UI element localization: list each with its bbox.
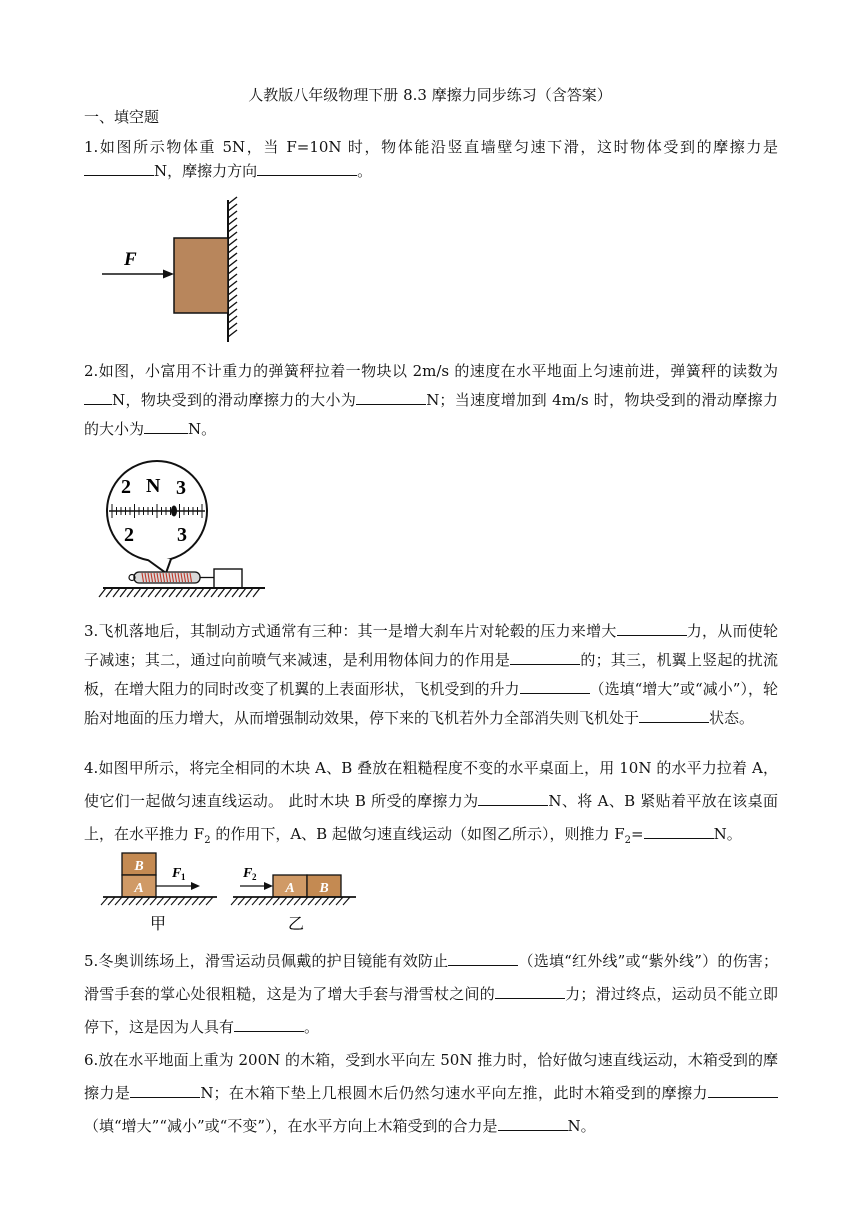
q4-blank-1 (478, 790, 548, 806)
q3-blank-3 (520, 678, 590, 694)
q6-blank-2 (708, 1082, 778, 1098)
q3-blank-1 (617, 620, 687, 636)
q5-text-b: （选填“红外线”或“紫外线”）的伤害；滑雪手套的掌心处很粗糙，这是为了增大手套与滑雪杖之间的 (84, 952, 778, 1003)
q2-text-c: N；当速度增加到 4m/s 时，物块受到的滑动摩擦力的大小为 (84, 391, 778, 438)
block (214, 569, 242, 588)
q4-subscript: 2 (624, 835, 632, 846)
q5-text-d: 。 (304, 1018, 320, 1036)
q4-text-c: 的作用下，A、B 起做匀速直线运动（如图乙所示），则推力 F (210, 825, 625, 843)
q2-text-d: N。 (188, 420, 217, 438)
q4-text-a: 4.如图甲所示，将完全相同的木块 A、B 叠放在粗糙程度不变的水平桌面上，用 10N 的水平力拉着 A，使它们一起做匀速直线运动。 此时木块 B 所受的摩擦力为 (84, 759, 778, 810)
q5-text-a: 5.冬奥训练场上，滑雪运动员佩戴的护目镜能有效防止 (84, 952, 449, 970)
force-label: F (172, 866, 182, 881)
tick-label: 3 (176, 477, 186, 499)
tick-label: 2 (124, 524, 134, 546)
q1-text-c: 。 (357, 162, 373, 180)
block-label: B (134, 859, 144, 874)
q4-text-e: N。 (713, 825, 742, 843)
q1-blank-1 (84, 160, 154, 176)
figure-1-block-wall (96, 200, 256, 345)
force-subscript: 1 (181, 872, 186, 882)
q3-blank-2 (510, 649, 580, 665)
q2-text-b: N，物块受到的滑动摩擦力的大小为 (112, 391, 357, 409)
document-title: 人教版八年级物理下册 8.3 摩擦力同步练习（含答案） (248, 86, 612, 104)
q1-text-a: 1.如图所示物体重 5N，当 F=10N 时，物体能沿竖直墙壁匀速下滑，这时物体受到的摩擦力是 (84, 138, 778, 156)
figure-caption: 甲 (149, 916, 167, 933)
q4-text-b: N、将 A、B 紧贴着平放在该桌面上，在水平推力 F (84, 792, 778, 843)
q5-text-c: 力；滑过终点，运动员不能立即停下，这是因为人具有 (84, 985, 778, 1036)
question-4 (84, 752, 778, 857)
q2-blank-1 (84, 389, 112, 405)
q4-text-d: = (631, 825, 644, 843)
tick-label: 3 (177, 524, 187, 546)
q1-blank-2 (257, 160, 357, 176)
q3-blank-4 (639, 707, 709, 723)
q2-blank-3 (144, 418, 188, 434)
unit-label: N (146, 475, 161, 497)
q2-text-a: 2.如图，小富用不计重力的弹簧秤拉着一物块以 2m/s 的速度在水平地面上匀速前进，弹簧秤的读数为 (84, 362, 778, 380)
q6-text-a: 6.放在水平地面上重为 200N 的木箱，受到水平向左 50N 推力时，恰好做匀速直线运动，木箱受到的摩擦力是 (84, 1051, 778, 1102)
q3-text-b: 力，从而使轮子减速；其二，通过向前喷气来减速，是利用物体间力的作用是 (84, 622, 778, 669)
block-label: A (134, 881, 144, 896)
figure-4-stacked-blocks (100, 850, 360, 940)
q5-blank-1 (448, 950, 518, 966)
block-label: B (319, 881, 329, 896)
figure-caption: 乙 (287, 916, 305, 933)
question-1 (84, 135, 778, 183)
q3-text-c: 的；其三，机翼上竖起的扰流板，在增大阻力的同时改变了机翼的上表面形状，飞机受到的升力 (84, 651, 778, 698)
question-2 (84, 357, 778, 444)
block-label: A (285, 881, 295, 896)
q5-blank-2 (495, 983, 565, 999)
q3-text-d: （选填“增大”或“减小”），轮胎对地面的压力增大，从而增强制动效果，停下来的飞机若外力全部消失则飞机处于 (84, 680, 778, 727)
q6-blank-1 (130, 1082, 200, 1098)
q6-blank-3 (498, 1115, 568, 1131)
q6-text-b: N；在木箱下垫上几根圆木后仍然匀速水平向左推，此时木箱受到的摩擦力 (200, 1084, 708, 1102)
q6-text-c: （填“增大”“减小”或“不变”），在水平方向上木箱受到的合力是 (84, 1117, 498, 1135)
q3-text-e: 状态。 (709, 709, 755, 727)
figure-2-spring-scale (100, 463, 270, 603)
pointer (171, 506, 177, 517)
force-subscript: 2 (252, 872, 257, 882)
tick-label: 2 (121, 476, 131, 498)
q4-subscript: 2 (204, 835, 211, 846)
block (174, 238, 228, 313)
section-heading: 一、填空题 (84, 108, 160, 126)
force-label: F (243, 866, 253, 881)
q2-blank-2 (356, 389, 426, 405)
q4-blank-2 (644, 823, 714, 839)
q1-text-b: N，摩擦力方向 (154, 162, 258, 180)
question-5 (84, 945, 778, 1044)
force-label: F (124, 249, 137, 270)
q6-text-d: N。 (567, 1117, 596, 1135)
q5-blank-3 (234, 1016, 304, 1032)
question-3 (84, 617, 778, 733)
q3-text-a: 3.飞机落地后，其制动方式通常有三种：其一是增大刹车片对轮毂的压力来增大 (84, 622, 617, 640)
question-6 (84, 1044, 778, 1143)
